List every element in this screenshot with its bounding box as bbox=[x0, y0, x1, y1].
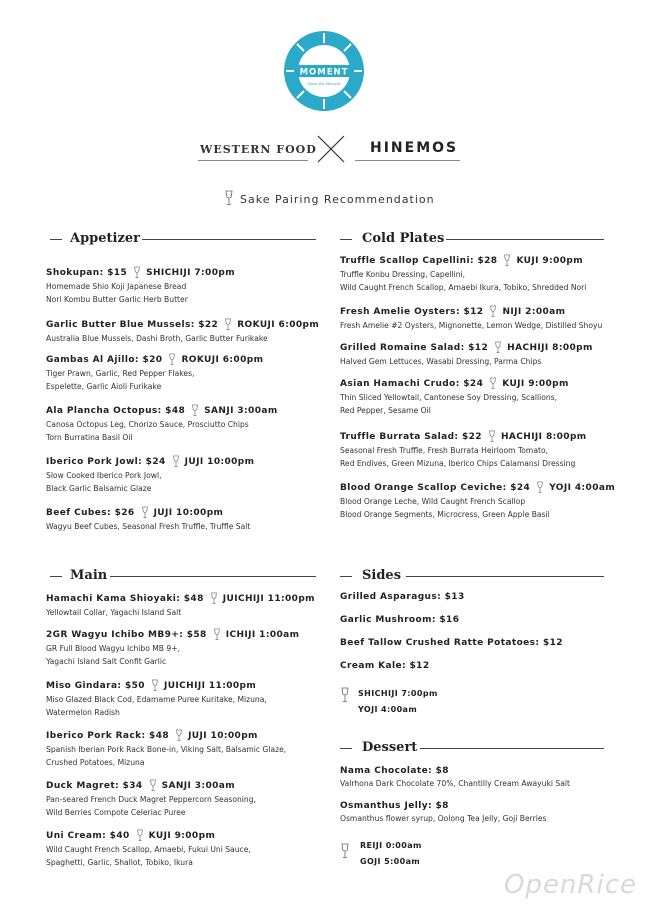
sides-heading: Sides bbox=[356, 568, 407, 583]
appetizer-item bbox=[46, 266, 336, 306]
dish-name-price: Hamachi Kama Shioyaki: $48 bbox=[46, 593, 204, 604]
partner-western-food: WESTERN FOOD bbox=[200, 143, 317, 156]
sake-glass-icon bbox=[489, 377, 497, 390]
sake-pairing bbox=[494, 341, 593, 354]
appetizer-item-head bbox=[46, 455, 336, 468]
sake-pairing-label: NIJI 2:00am bbox=[502, 306, 566, 317]
main-item-head bbox=[46, 679, 336, 692]
sake-pairing-label: HACHIJI 8:00pm bbox=[507, 342, 593, 353]
cold-item-head bbox=[340, 254, 630, 267]
sake-pairing-label: ROKUJI 6:00pm bbox=[181, 354, 264, 365]
cold-plates-heading: Cold Plates bbox=[356, 231, 450, 246]
dessert-heading-dash bbox=[340, 748, 352, 749]
dessert-item-desc: Osmanthus flower syrup, Oolong Tea Jelly, Goji Berries bbox=[340, 814, 547, 823]
dish-name-price: Iberico Pork Jowl: $24 bbox=[46, 456, 166, 467]
main-item-head bbox=[46, 829, 336, 842]
sake-pairing-label: JUICHIJI 11:00pm bbox=[222, 593, 315, 604]
dish-description: Slow Cooked Iberico Pork Jowl, bbox=[46, 471, 162, 480]
sake-glass-icon bbox=[149, 779, 157, 792]
sake-pairing bbox=[503, 254, 583, 267]
sake-glass-icon bbox=[175, 729, 183, 742]
cold-item-head bbox=[340, 305, 630, 318]
main-heading-rule bbox=[110, 576, 316, 577]
main-item-head bbox=[46, 628, 336, 641]
sides-heading-dash bbox=[340, 576, 352, 577]
appetizer-item-head bbox=[46, 318, 336, 331]
sake-glass-icon bbox=[340, 687, 350, 703]
sake-glass-icon bbox=[536, 481, 544, 494]
dish-description: Homemade Shio Koji Japanese Bread bbox=[46, 282, 187, 291]
sake-pairing bbox=[488, 430, 587, 443]
sake-pairing bbox=[213, 628, 300, 641]
dish-description: Espelette, Garlic Aioli Furikake bbox=[46, 381, 162, 391]
sake-pairing-label: KUJI 9:00pm bbox=[516, 255, 584, 266]
sake-glass-icon bbox=[151, 679, 159, 692]
sake-pairing bbox=[133, 266, 235, 279]
cold-item-head bbox=[340, 341, 630, 354]
side-item: Grilled Asparagus: $13 bbox=[340, 592, 465, 602]
moment-logo bbox=[283, 30, 365, 112]
dish-description: Nori Kombu Butter Garlic Herb Butter bbox=[46, 294, 188, 304]
cold-item bbox=[340, 377, 630, 417]
appetizer-item-head bbox=[46, 266, 336, 279]
dish-name-price: Ala Plancha Octopus: $48 bbox=[46, 405, 186, 416]
sake-glass-icon bbox=[494, 341, 502, 354]
main-item bbox=[46, 679, 336, 719]
main-heading-dash bbox=[50, 576, 62, 577]
cold-item-head bbox=[340, 430, 630, 443]
cold-item bbox=[340, 254, 630, 294]
sake-pairing bbox=[141, 506, 224, 519]
logo-tagline: Savor the Moment bbox=[307, 82, 341, 86]
sake-pairing-label: SANJI 3:00am bbox=[204, 405, 278, 416]
sake-pairing bbox=[210, 592, 315, 605]
main-item-head bbox=[46, 779, 336, 792]
appetizer-heading: Appetizer bbox=[64, 231, 146, 246]
cold-item bbox=[340, 481, 630, 521]
cold-item-head bbox=[340, 377, 630, 390]
sake-glass-icon bbox=[172, 455, 180, 468]
sake-pairing-label: YOJI 4:00am bbox=[549, 482, 616, 493]
dish-description: Red Pepper, Sesame Oil bbox=[340, 405, 431, 415]
dessert-heading: Dessert bbox=[356, 740, 423, 755]
sake-pairing bbox=[172, 455, 255, 468]
dish-description: Thin Sliced Yellowtail, Cantonese Soy Dressing, Scallions, bbox=[340, 393, 558, 402]
dish-description: Tiger Prawn, Garlic, Red Pepper Flakes, bbox=[46, 369, 195, 378]
dish-description: Watermelon Radish bbox=[46, 707, 120, 717]
sides-heading-rule bbox=[406, 576, 604, 577]
sake-pairing bbox=[175, 729, 258, 742]
sake-glass-icon bbox=[210, 592, 218, 605]
sake-pairing-label: JUJI 10:00pm bbox=[184, 456, 255, 467]
sake-pairing bbox=[168, 353, 263, 366]
dish-name-price: Iberico Pork Rack: $48 bbox=[46, 730, 170, 741]
main-item bbox=[46, 829, 336, 869]
main-item bbox=[46, 729, 336, 769]
main-heading: Main bbox=[64, 568, 113, 583]
dish-name-price: Truffle Burrata Salad: $22 bbox=[340, 431, 482, 442]
partner-hinemos: HINEMOS bbox=[370, 140, 459, 156]
sake-glass-icon bbox=[133, 266, 141, 279]
dessert-item bbox=[340, 766, 630, 791]
dish-name-price: Shokupan: $15 bbox=[46, 267, 128, 278]
dish-description: Canosa Octopus Leg, Chorizo Sauce, Prosciutto Chips bbox=[46, 420, 249, 429]
dish-description: Wild Caught French Scallop, Amaebi Ikura, Tobiko, Shredded Nori bbox=[340, 282, 587, 292]
dish-name-price: Truffle Scallop Capellini: $28 bbox=[340, 255, 498, 266]
main-item bbox=[46, 592, 336, 620]
dish-name-price: Garlic Butter Blue Mussels: $22 bbox=[46, 319, 219, 330]
main-item bbox=[46, 779, 336, 819]
appetizer-item bbox=[46, 353, 336, 393]
dish-description: Yellowtail Collar, Yagachi Island Salt bbox=[46, 608, 182, 617]
dish-description: Red Endives, Green Mizuna, Iberico Chips Calamansi Dressing bbox=[340, 458, 576, 468]
dish-description: Blood Orange Segments, Microcress, Green Apple Basil bbox=[340, 509, 550, 519]
sake-glass-icon bbox=[224, 190, 234, 206]
side-item: Garlic Mushroom: $16 bbox=[340, 615, 460, 625]
sake-glass-icon bbox=[136, 829, 144, 842]
dish-description: Miso Glazed Black Cod, Edamame Puree Kuritake, Mizuna, bbox=[46, 695, 267, 704]
dish-description: Crushed Potatoes, Mizuna bbox=[46, 757, 145, 767]
dish-name-price: Beef Cubes: $26 bbox=[46, 507, 135, 518]
dish-name-price: Gambas Al Ajillo: $20 bbox=[46, 354, 163, 365]
sake-pairing-label: HACHIJI 8:00pm bbox=[500, 431, 587, 442]
sake-pairing-label: JUICHIJI 11:00pm bbox=[163, 680, 257, 691]
sake-pairing-label: ICHIJI 1:00am bbox=[225, 629, 300, 640]
dessert-item-head: Osmanthus Jelly: $8 bbox=[340, 801, 449, 811]
dessert-pairing: GOJI 5:00am bbox=[360, 857, 421, 866]
main-item-head bbox=[46, 592, 336, 605]
sake-glass-icon bbox=[340, 843, 350, 859]
dish-name-price: Miso Gindara: $50 bbox=[46, 680, 145, 691]
dish-description: Spaghetti, Garlic, Shallot, Tobiko, Ikura bbox=[46, 857, 193, 867]
dish-description: GR Full Blood Wagyu Ichibo MB 9+, bbox=[46, 644, 181, 653]
dish-name-price: Duck Magret: $34 bbox=[46, 780, 143, 791]
dish-description: Blood Orange Leche, Wild Caught French Scallop bbox=[340, 497, 526, 506]
main-item bbox=[46, 628, 336, 668]
dish-name-price: 2GR Wagyu Ichibo MB9+: $58 bbox=[46, 629, 207, 640]
sake-pairing bbox=[489, 377, 569, 390]
appetizer-item bbox=[46, 318, 336, 346]
sake-glass-icon bbox=[141, 506, 149, 519]
appetizer-heading-rule bbox=[142, 239, 316, 240]
appetizer-item bbox=[46, 455, 336, 495]
dish-description: Seasonal Fresh Truffle, Fresh Burrata Heirloom Tomato, bbox=[340, 446, 549, 455]
dish-description: Spanish Iberian Pork Rack Bone-in, Viking Salt, Balsamic Glaze, bbox=[46, 745, 287, 754]
dish-description: Halved Gem Lettuces, Wasabi Dressing, Parma Chips bbox=[340, 357, 542, 366]
sides-pairing: SHICHIJI 7:00pm bbox=[358, 689, 438, 698]
dish-name-price: Uni Cream: $40 bbox=[46, 830, 130, 841]
dish-name-price: Fresh Amelie Oysters: $12 bbox=[340, 306, 484, 317]
sides-pairing: YOJI 4:00am bbox=[358, 705, 418, 714]
sake-pairing-label: SANJI 3:00am bbox=[161, 780, 236, 791]
logo-text: MOMENT bbox=[299, 67, 349, 78]
sake-pairing bbox=[136, 829, 216, 842]
sake-pairing-label: KUJI 9:00pm bbox=[502, 378, 569, 389]
cold-item bbox=[340, 430, 630, 470]
pairing-title: Sake Pairing Recommendation bbox=[240, 193, 435, 206]
dessert-heading-rule bbox=[420, 748, 604, 749]
dessert-item bbox=[340, 801, 630, 826]
partner-right-underline bbox=[355, 160, 460, 161]
sake-pairing-label: ROKUJI 6:00pm bbox=[237, 319, 320, 330]
dish-description: Wagyu Beef Cubes, Seasonal Fresh Truffle, Truffle Salt bbox=[46, 522, 251, 531]
sake-glass-icon bbox=[224, 318, 232, 331]
sake-pairing-label: JUJI 10:00pm bbox=[188, 730, 258, 741]
sake-glass-icon bbox=[503, 254, 511, 267]
sake-pairing bbox=[489, 305, 565, 318]
cold-item bbox=[340, 305, 630, 333]
appetizer-heading-dash bbox=[50, 239, 62, 240]
dish-description: Torn Burratina Basil Oil bbox=[46, 432, 133, 442]
dessert-item-desc: Valrhona Dark Chocolate 70%, Chantilly Cream Awayuki Salt bbox=[340, 779, 570, 788]
side-item: Beef Tallow Crushed Ratte Potatoes: $12 bbox=[340, 638, 563, 648]
side-item: Cream Kale: $12 bbox=[340, 661, 430, 671]
dish-name-price: Grilled Romaine Salad: $12 bbox=[340, 342, 489, 353]
appetizer-item bbox=[46, 506, 336, 534]
cross-icon bbox=[316, 134, 346, 164]
sake-pairing bbox=[149, 779, 235, 792]
sake-pairing-label: KUJI 9:00pm bbox=[148, 830, 216, 841]
cold-item bbox=[340, 341, 630, 369]
sake-glass-icon bbox=[489, 305, 497, 318]
sake-pairing-label: SHICHIJI 7:00pm bbox=[146, 267, 235, 278]
dish-description: Wild Caught French Scallop, Amaebi, Fukui Uni Sauce, bbox=[46, 845, 251, 854]
cold-heading-dash bbox=[340, 239, 352, 240]
sake-glass-icon bbox=[488, 430, 496, 443]
dish-description: Australia Blue Mussels, Dashi Broth, Garlic Butter Furikake bbox=[46, 334, 268, 343]
dish-description: Wild Berries Compote Celeriac Puree bbox=[46, 807, 186, 817]
sake-pairing bbox=[536, 481, 615, 494]
dish-description: Black Garlic Balsamic Glaze bbox=[46, 483, 152, 493]
partner-left-underline bbox=[198, 160, 308, 161]
dish-description: Yagachi Island Salt Confit Garlic bbox=[46, 656, 167, 666]
appetizer-item-head bbox=[46, 404, 336, 417]
sake-glass-icon bbox=[168, 353, 176, 366]
dish-description: Pan-seared French Duck Magret Peppercorn Seasoning, bbox=[46, 795, 256, 804]
sake-pairing bbox=[191, 404, 277, 417]
sake-pairing-label: JUJI 10:00pm bbox=[153, 507, 224, 518]
dish-name-price: Blood Orange Scallop Ceviche: $24 bbox=[340, 482, 531, 493]
dessert-pairing: REIJI 0:00am bbox=[360, 841, 422, 850]
sake-pairing bbox=[224, 318, 319, 331]
sake-glass-icon bbox=[191, 404, 199, 417]
dish-name-price: Asian Hamachi Crudo: $24 bbox=[340, 378, 484, 389]
sake-pairing bbox=[151, 679, 256, 692]
appetizer-item-head bbox=[46, 353, 336, 366]
dish-description: Truffle Konbu Dressing, Capellini, bbox=[340, 270, 466, 279]
cold-item-head bbox=[340, 481, 630, 494]
main-item-head bbox=[46, 729, 336, 742]
appetizer-item-head bbox=[46, 506, 336, 519]
dessert-item-head: Nama Chocolate: $8 bbox=[340, 766, 449, 776]
dish-description: Fresh Amelie #2 Oysters, Mignonette, Lemon Wedge, Distilled Shoyu bbox=[340, 321, 603, 330]
appetizer-item bbox=[46, 404, 336, 444]
openrice-watermark: OpenRice bbox=[503, 870, 637, 900]
cold-heading-rule bbox=[446, 239, 604, 240]
sake-glass-icon bbox=[213, 628, 221, 641]
